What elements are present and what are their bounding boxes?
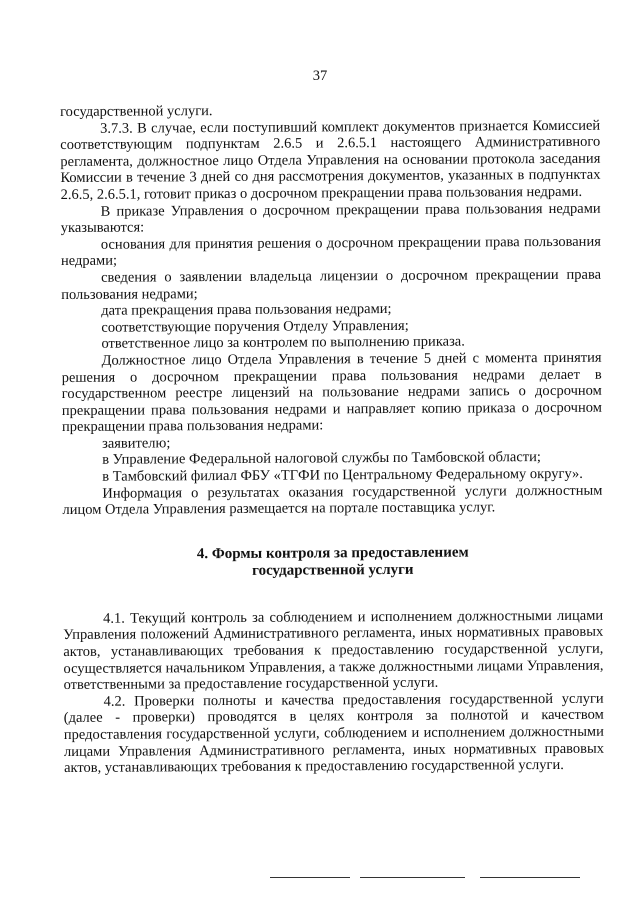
list-item-tax-service: в Управление Федеральной налоговой службы по Тамбовской области;	[102, 449, 541, 469]
paragraph-3-7-3: 3.7.3. В случае, если поступивший комплект документов признается Комиссией соответствующим подпунктам 2.6.5 и 2.6.5.1 настоящего Административного регламента, должностное лицо Отдела Управления на основании протокола заседания Комиссии в течение 3 дней со дня рассмотрения документов, указанных в подпунктах 2.6.5, 2.6.5.1, готовит приказ о досрочном прекращении права пользования недрами.	[60, 117, 601, 203]
document-body	[60, 101, 604, 777]
paragraph-order-contents: В приказе Управления о досрочном прекращении права пользования недрами указываются:	[60, 200, 601, 237]
paragraph-portal-info: Информация о результатах оказания государственной услуги должностным лицом Отдела Управления размещается на портале поставщика услуг.	[62, 482, 603, 519]
section-heading	[63, 544, 603, 581]
list-item-applicant: заявителю;	[102, 435, 171, 452]
page-number: 37	[312, 68, 328, 84]
list-item-grounds: основания для принятия решения о досрочном прекращении права пользования недрами;	[60, 233, 601, 270]
list-item-termination-date: дата прекращения права пользования недрами;	[101, 301, 392, 319]
paragraph-continuation: государственной услуги.	[60, 103, 213, 120]
section-heading-line1: 4. Формы контроля за предоставлением	[196, 544, 469, 563]
paragraph-4-2: 4.2. Проверки полноты и качества предоставления государственной услуги (далее - проверки) проводятся в целях контроля за полнотой и качеством предоставления государственной услуги, соблюдением и исполнением должностными лицами Управления Административного регламента, иных нормативных правовых актов, устанавливающих требования к предоставлению государственной услуги.	[63, 690, 604, 777]
list-item-tgfi-branch: в Тамбовский филиал ФБУ «ТГФИ по Центральному Федеральному округу».	[102, 465, 583, 485]
section-heading-line2: государственной услуги	[252, 561, 414, 579]
list-item-responsible-person: ответственное лицо за контролем по выполнению приказа.	[101, 333, 465, 353]
footer-rule	[270, 877, 350, 878]
footer-rule	[480, 877, 580, 878]
list-item-application-info: сведения о заявлении владельца лицензии о досрочном прекращении права пользования недрами;	[61, 266, 602, 303]
footer-rule	[360, 877, 465, 878]
paragraph-4-1: 4.1. Текущий контроль за соблюдением и исполнением должностными лицами Управления положений Административного регламента, иных нормативных правовых актов, устанавливающих требования к предоставлению государственной услуги, осуществляется начальником Управления, а также должностными лицами Управления, ответственными за предоставление государственной услуги.	[63, 607, 604, 694]
paragraph-registry-entry: Должностное лицо Отдела Управления в течение 5 дней с момента принятия решения о досрочном прекращении права пользования недрами делает в государственном реестре лицензий на пользование недрами запись о досрочном прекращении права пользования недрами и направляет копию приказа о досрочном прекращении права пользования недрами:	[61, 349, 602, 436]
list-item-instructions: соответствующие поручения Отделу Управления;	[101, 317, 409, 336]
